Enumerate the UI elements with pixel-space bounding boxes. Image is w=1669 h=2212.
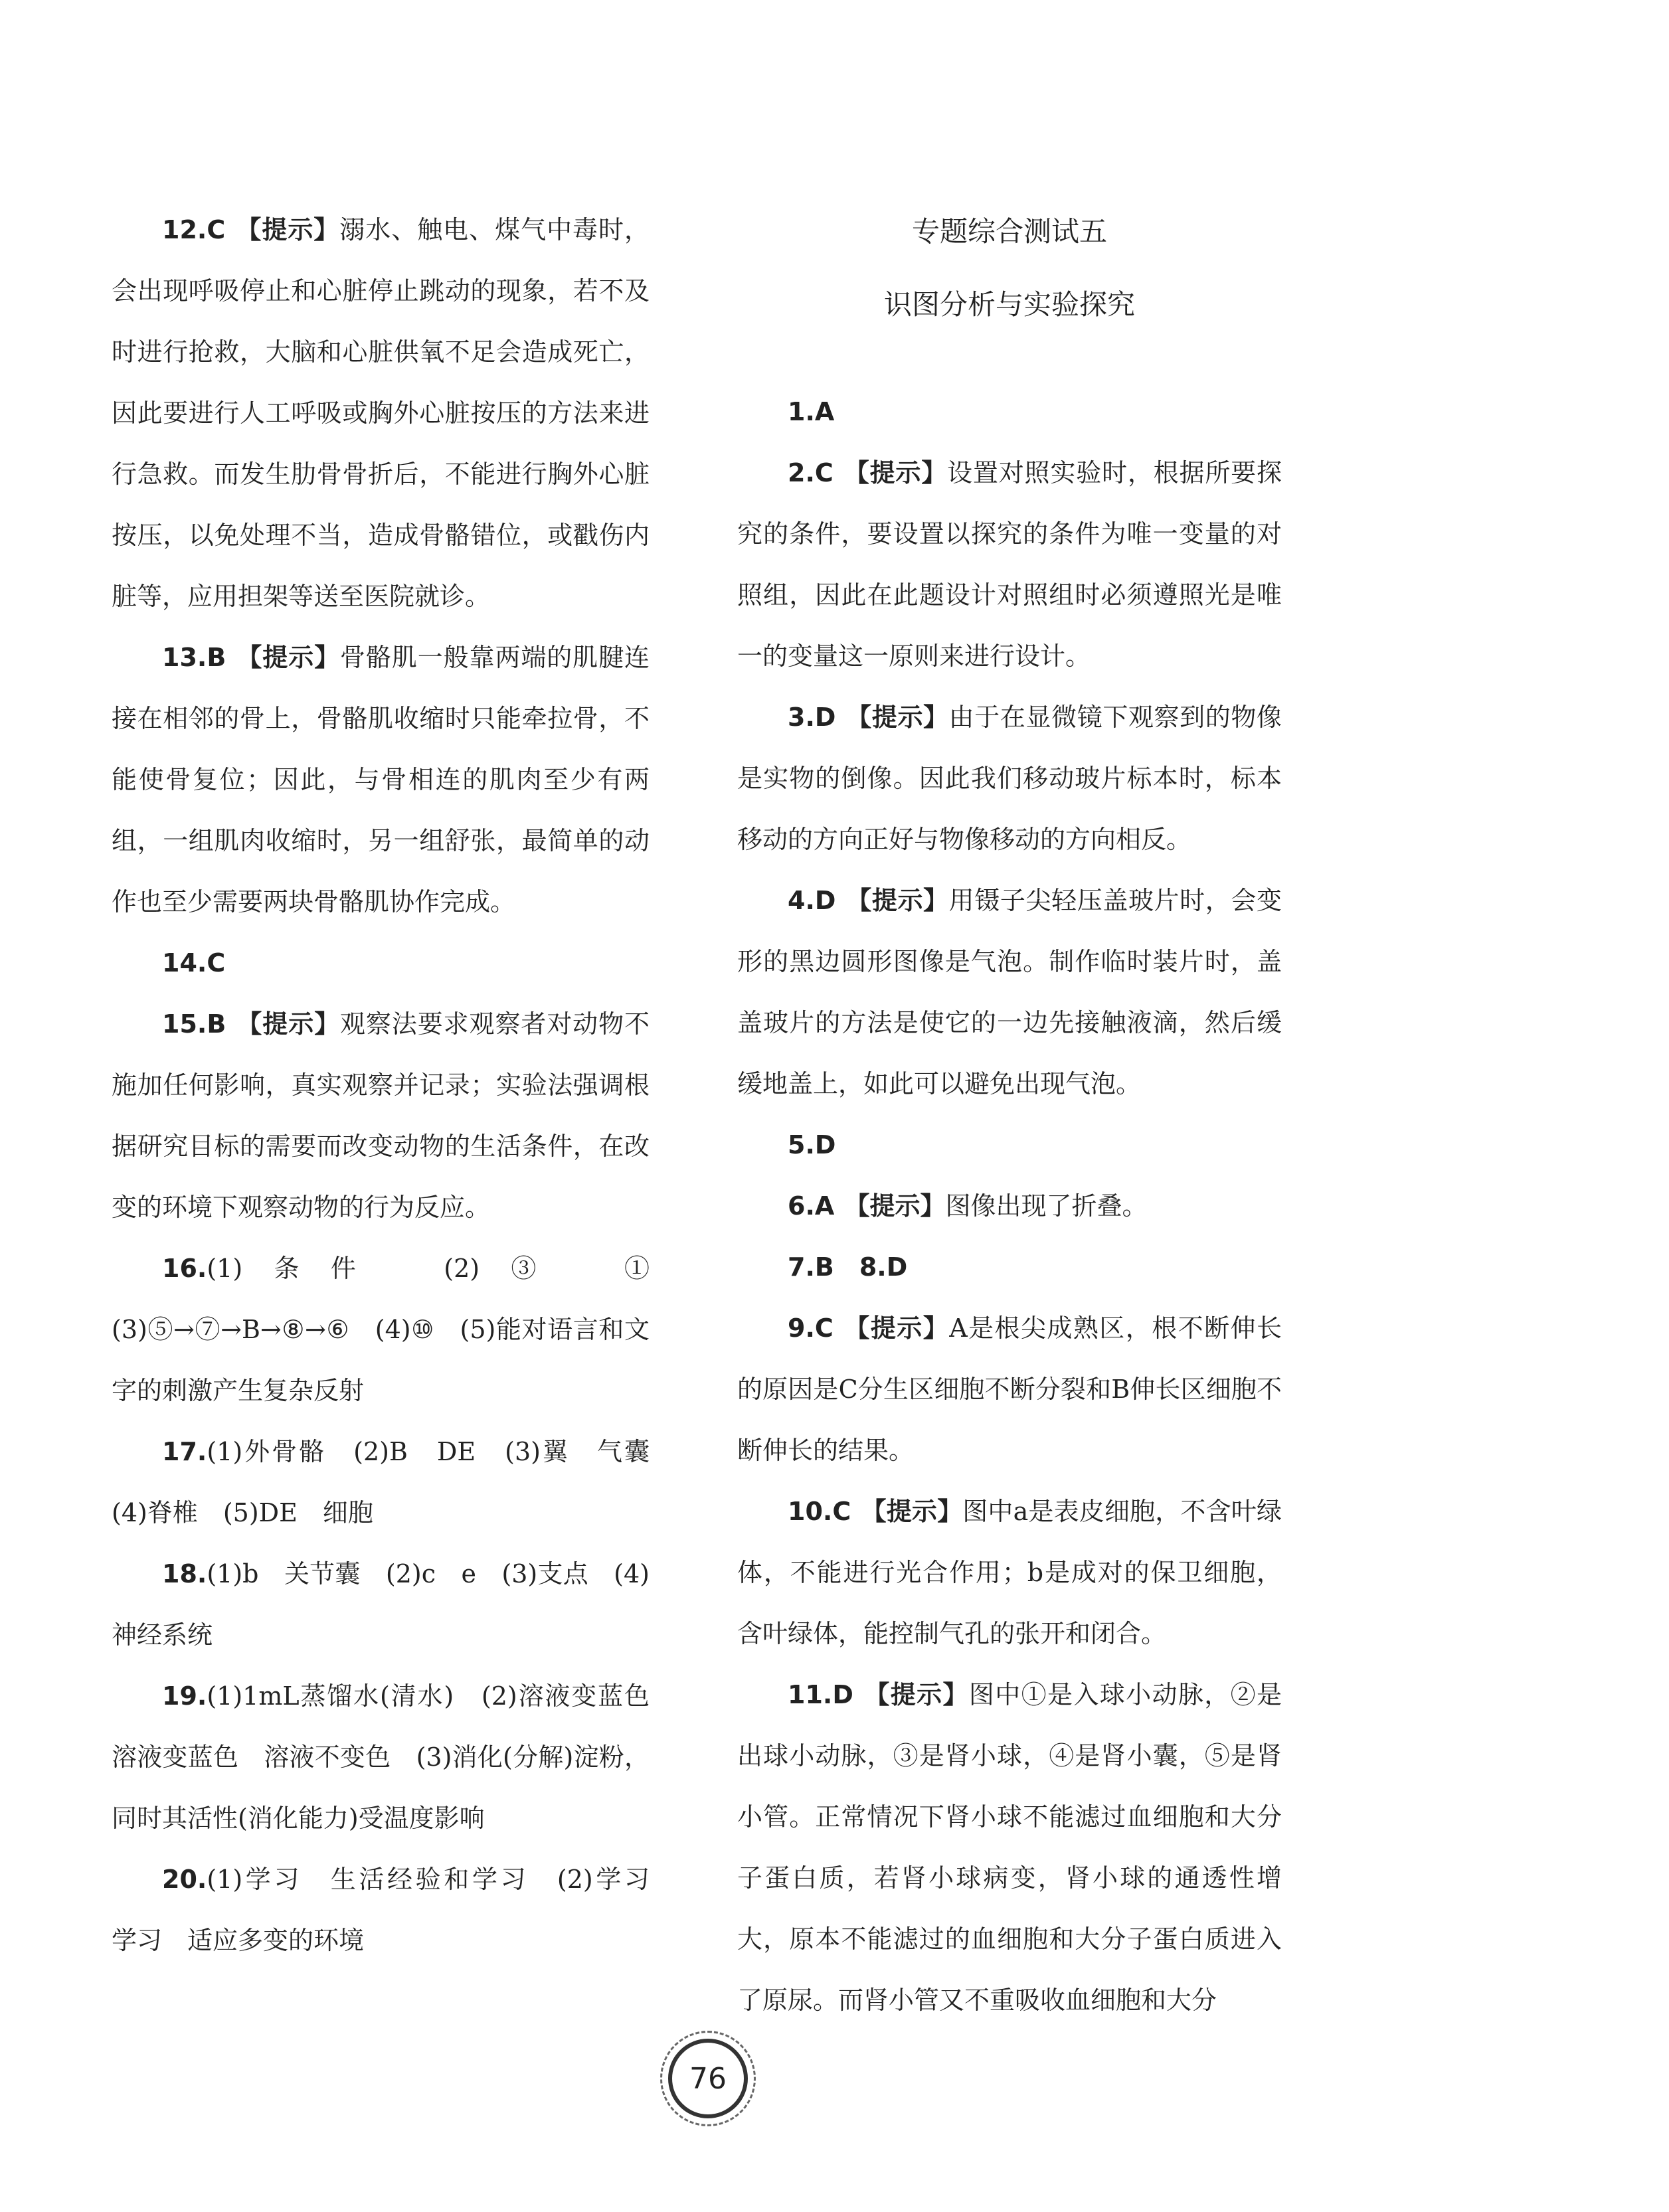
answer-item [737,687,1282,870]
answer-item [737,1664,1282,2031]
answer-number: 17. [162,1437,207,1466]
answer-number: 7.B 8.D [788,1252,908,1282]
answer-text: 设置对照实验时，根据所要探究的条件，要设置以探究的条件为唯一变量的对照组，因此在此题设计对照组时必须遵照光是唯一的变量这一原则来进行设计。 [737,458,1282,671]
answer-item [112,1665,675,1849]
answer-number: 19. [162,1681,207,1711]
page-number-badge [668,2039,748,2118]
answer-text: 观察法要求观察者对动物不施加任何影响，真实观察并记录；实验法强调根据研究目标的需要而改变动物的生活条件，在改变的环境下观察动物的行为反应。 [112,1009,650,1222]
answer-item [737,381,1282,442]
hint-label: 【提示】 [845,703,949,732]
answer-number: 13.B [162,643,226,672]
left-column [112,199,675,1971]
hint-label: 【提示】 [863,1680,969,1709]
section-title: 专题综合测试五 [911,215,1107,248]
answer-text: (1)b 关节囊 (2)c e (3)支点 (4)神经系统 [112,1559,650,1650]
hint-label: 【提示】 [844,1191,946,1221]
answer-item [112,1849,675,1971]
answer-item [737,442,1282,687]
answer-text: 图像出现了折叠。 [945,1191,1148,1221]
answer-text: (1)条件 (2)③ ① (3)⑤→⑦→B→⑧→⑥ (4)⑩ (5)能对语言和文字的刺激产生复杂反射 [112,1254,675,1405]
answer-text: A是根尖成熟区，根不断伸长的原因是C分生区细胞不断分裂和B伸长区细胞不断伸长的结果。 [737,1314,1282,1465]
answer-number: 4.D [788,886,836,915]
answer-number: 18. [162,1559,207,1588]
answer-item [737,1175,1282,1236]
hint-label: 【提示】 [236,643,341,672]
hint-label: 【提示】 [843,458,948,487]
answer-text: 溺水、触电、煤气中毒时，会出现呼吸停止和心脏停止跳动的现象，若不及时进行抢救，大脑和心脏供氧不足会造成死亡，因此要进行人工呼吸或胸外心脏按压的方法来进行急救。而发生肋骨骨折后，不能进行胸外心脏按压，以免处理不当，造成骨骼错位，或戳伤内脏等，应用担架等送至医院就诊。 [112,215,650,611]
answer-item [737,1298,1282,1481]
answer-text: (1)学习 生活经验和学习 (2)学习 学习 适应多变的环境 [112,1865,675,1955]
answer-text: 图中①是入球小动脉，②是出球小动脉，③是肾小球，④是肾小囊，⑤是肾小管。正常情况下肾小球不能滤过血细胞和大分子蛋白质，若肾小球病变，肾小球的通透性增大，原本不能滤过的血细胞和大分子蛋白质进入了原尿。而肾小管又不重吸收血细胞和大分 [737,1680,1282,2015]
answer-item [112,1543,650,1665]
answer-item [112,1238,675,1421]
answer-item [737,1481,1282,1664]
answer-number: 3.D [788,703,836,732]
answer-text: 骨骼肌一般靠两端的肌腱连接在相邻的骨上，骨骼肌收缩时只能牵拉骨，不能使骨复位；因此，与骨相连的肌肉至少有两组，一组肌肉收缩时，另一组舒张，最简单的动作也至少需要两块骨骼肌协作完成。 [112,643,650,916]
answer-text: 由于在显微镜下观察到的物像是实物的倒像。因此我们移动玻片标本时，标本移动的方向正好与物像移动的方向相反。 [737,703,1282,854]
answer-item [112,199,650,627]
answer-number: 2.C [788,458,834,487]
answer-number: 15.B [162,1009,226,1039]
answer-number: 9.C [788,1314,834,1343]
answer-number: 16. [162,1254,207,1283]
answer-item [112,993,650,1238]
hint-label: 【提示】 [845,886,949,915]
answer-number: 10.C [788,1497,851,1526]
answer-item [737,870,1282,1114]
answer-item [112,1421,675,1543]
hint-label: 【提示】 [861,1497,963,1526]
hint-label: 【提示】 [235,215,340,244]
answer-number: 5.D [788,1130,836,1159]
answer-item [737,1236,1282,1298]
answer-item [112,627,650,932]
answer-text: 图中a是表皮细胞，不含叶绿体，不能进行光合作用；b是成对的保卫细胞，含叶绿体，能控制气孔的张开和闭合。 [737,1497,1282,1648]
section-heading [737,195,1282,341]
answer-number: 1.A [788,397,835,426]
answer-number: 20. [162,1865,207,1894]
section-subtitle: 识图分析与实验探究 [883,288,1135,321]
hint-label: 【提示】 [236,1009,341,1039]
answer-text: (1)外骨骼 (2)B DE (3)翼 气囊 (4)脊椎 (5)DE 细胞 [112,1437,675,1527]
answer-number: 11.D [788,1680,853,1709]
answer-item [112,932,650,993]
right-column [737,199,1282,2031]
answer-number: 14.C [162,948,226,978]
hint-label: 【提示】 [843,1314,950,1343]
page-number: 76 [689,2061,727,2096]
answer-number: 12.C [162,215,226,244]
answer-number: 6.A [788,1191,835,1221]
answer-text: (1)1mL蒸馏水(清水) (2)溶液变蓝色 溶液变蓝色 溶液不变色 (3)消化(分解)淀粉，同时其活性(消化能力)受温度影响 [112,1681,675,1833]
answer-item [737,1114,1282,1175]
answer-text: 用镊子尖轻压盖玻片时，会变形的黑边圆形图像是气泡。制作临时装片时，盖盖玻片的方法是使它的一边先接触液滴，然后缓缓地盖上，如此可以避免出现气泡。 [737,886,1282,1098]
